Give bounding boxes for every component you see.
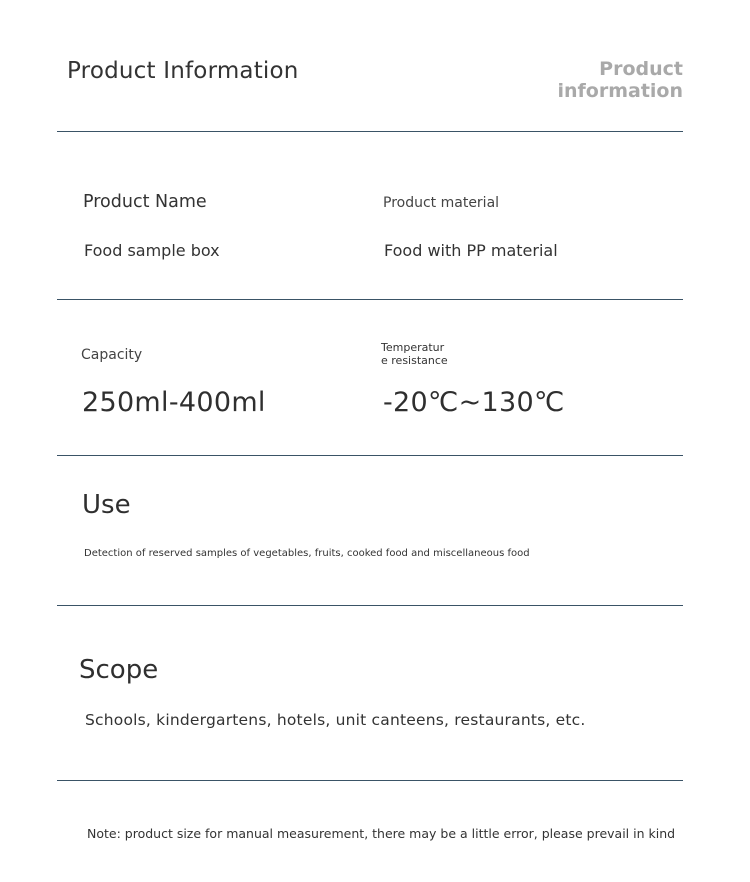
- divider: [57, 605, 683, 606]
- measurement-note: Note: product size for manual measurement, there may be a little error, please prevail in kind: [87, 826, 676, 841]
- temperature-label-line1: Temperatur: [381, 341, 445, 354]
- divider: [57, 455, 683, 456]
- side-heading-line2: information: [557, 80, 683, 102]
- product-name-value: Food sample box: [84, 241, 220, 260]
- temperature-label-line2: e resistance: [381, 354, 448, 367]
- use-description: Detection of reserved samples of vegetables, fruits, cooked food and miscellaneous food: [84, 548, 530, 559]
- temperature-label: [381, 341, 461, 367]
- page-title: Product Information: [67, 58, 299, 84]
- scope-description: Schools, kindergartens, hotels, unit canteens, restaurants, etc.: [85, 711, 586, 729]
- capacity-value: 250ml-400ml: [82, 387, 266, 418]
- material-label: Product material: [383, 195, 500, 211]
- temperature-value: -20℃~130℃: [383, 387, 565, 418]
- divider: [57, 299, 683, 300]
- side-heading-line1: Product: [599, 58, 683, 80]
- product-name-label: Product Name: [83, 192, 207, 212]
- capacity-label: Capacity: [81, 347, 143, 363]
- material-value: Food with PP material: [384, 241, 558, 260]
- scope-title: Scope: [79, 655, 159, 685]
- divider: [57, 780, 683, 781]
- use-title: Use: [82, 490, 131, 520]
- divider: [57, 131, 683, 132]
- side-heading: [557, 58, 683, 102]
